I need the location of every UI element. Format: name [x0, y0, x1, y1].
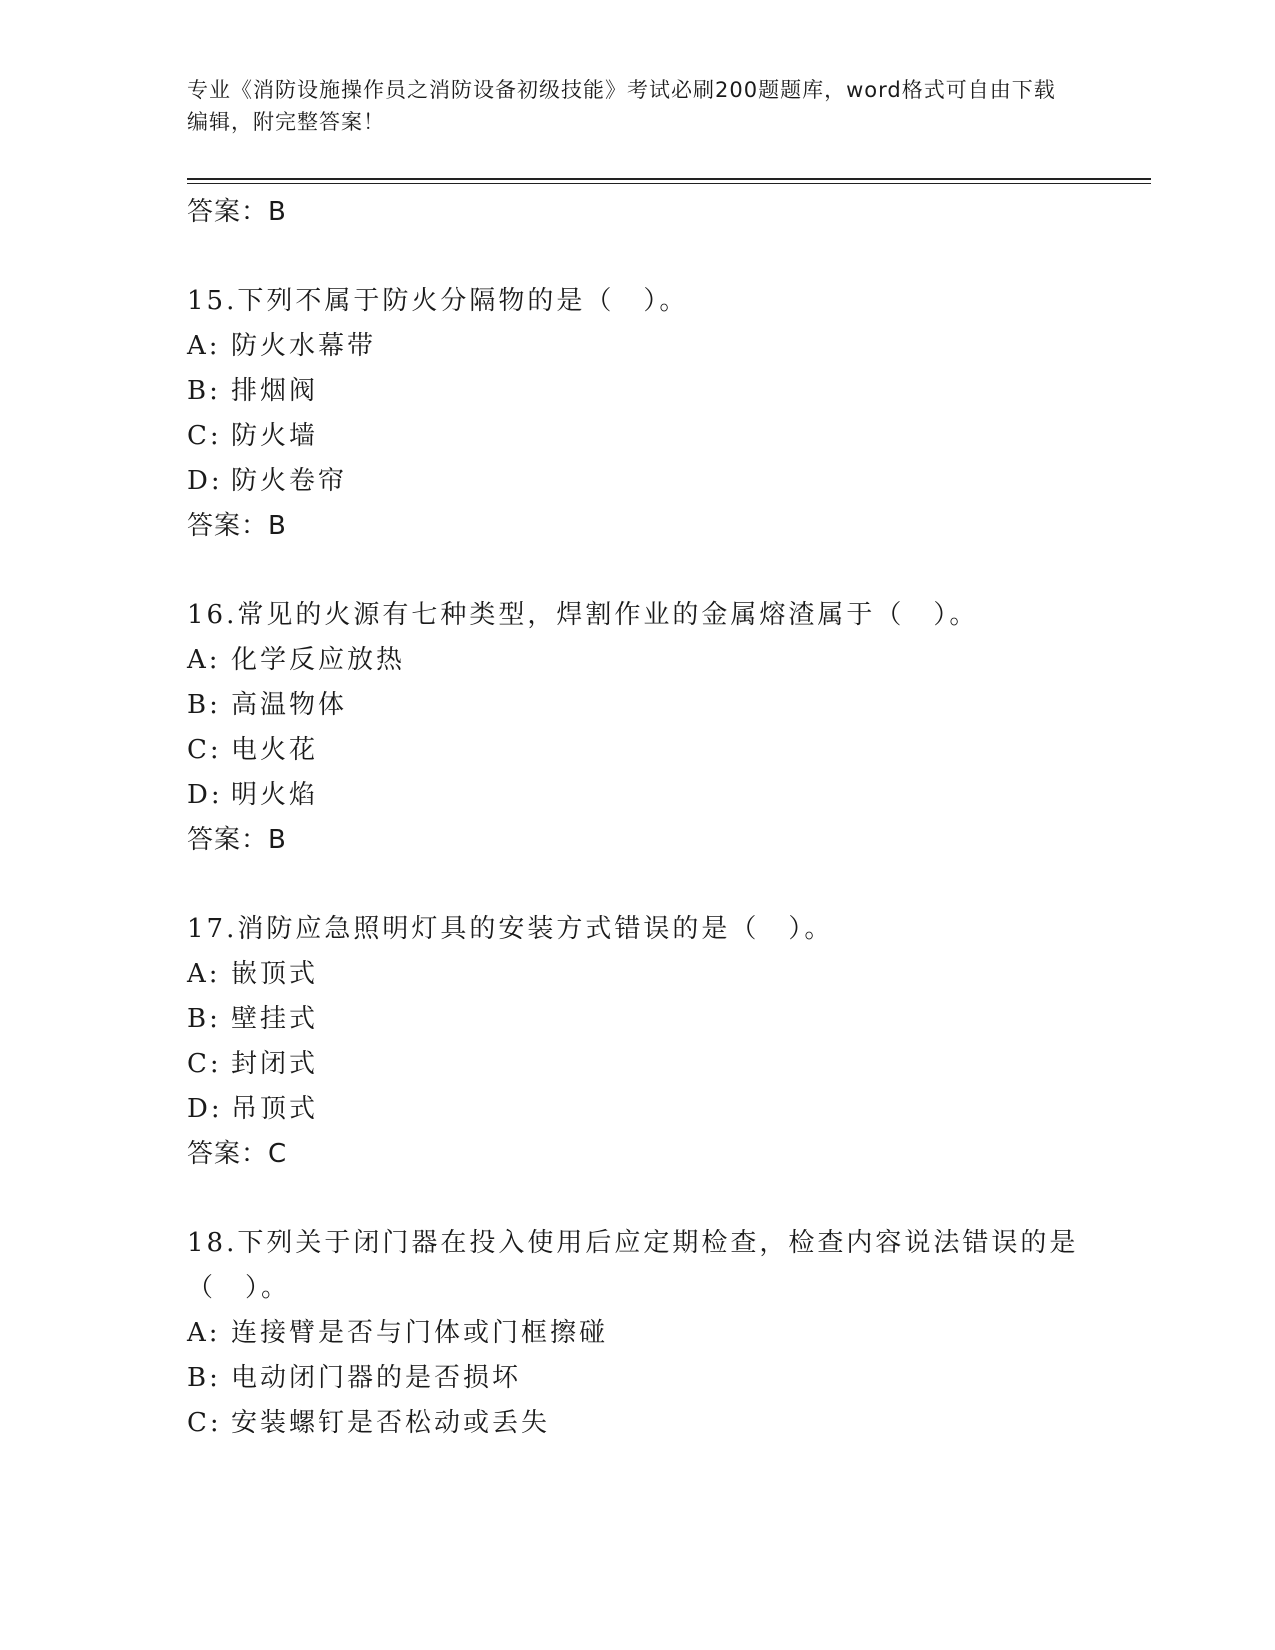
option-letter: A:: [187, 1318, 221, 1348]
option-c: [187, 728, 1087, 773]
option-text: 连接臂是否与门体或门框擦碰: [231, 1318, 609, 1348]
option-text: 嵌顶式: [231, 959, 319, 989]
question-17: [187, 907, 1087, 1177]
option-letter: B:: [187, 1363, 221, 1393]
option-a: [187, 952, 1087, 997]
header-divider-thin: [187, 183, 1151, 184]
option-text: 电火花: [231, 735, 319, 765]
option-text: 排烟阀: [231, 376, 319, 406]
question-stem: 16.常见的火源有七种类型，焊割作业的金属熔渣属于（ ）。: [187, 600, 979, 630]
option-a: [187, 324, 1087, 369]
option-c: [187, 1401, 1087, 1446]
question-16: [187, 593, 1087, 863]
option-d: [187, 773, 1087, 818]
option-letter: D:: [187, 780, 223, 810]
option-a: [187, 638, 1087, 683]
option-text: 明火焰: [231, 780, 319, 810]
question-list: [187, 190, 1087, 1446]
question-stem: 15.下列不属于防火分隔物的是（ ）。: [187, 286, 689, 316]
option-text: 防火卷帘: [231, 466, 348, 496]
option-letter: B:: [187, 376, 221, 406]
header-divider: [187, 178, 1151, 180]
option-letter: D:: [187, 1094, 223, 1124]
option-letter: C:: [187, 735, 222, 765]
question-15: [187, 279, 1087, 549]
option-letter: D:: [187, 466, 223, 496]
option-text: 化学反应放热: [231, 645, 406, 675]
question-stem: 17.消防应急照明灯具的安装方式错误的是（ ）。: [187, 914, 834, 944]
option-c: [187, 414, 1087, 459]
option-text: 封闭式: [231, 1049, 319, 1079]
option-text: 壁挂式: [231, 1004, 319, 1034]
answer-line: 答案：C: [187, 1139, 288, 1169]
option-letter: A:: [187, 959, 221, 989]
option-letter: C:: [187, 1408, 222, 1438]
option-d: [187, 1087, 1087, 1132]
question-stem: 18.下列关于闭门器在投入使用后应定期检查，检查内容说法错误的是（ ）。: [187, 1228, 1079, 1303]
answer-line: 答案：B: [187, 825, 287, 855]
option-b: [187, 369, 1087, 414]
answer-line: 答案：B: [187, 511, 287, 541]
option-text: 防火水幕带: [231, 331, 377, 361]
option-text: 电动闭门器的是否损坏: [231, 1363, 522, 1393]
option-letter: B:: [187, 1004, 221, 1034]
answer-line: 答案：B: [187, 197, 287, 227]
document-header: 专业《消防设施操作员之消防设备初级技能》考试必刷200题题库，word格式可自由下载编辑，附完整答案！: [187, 78, 1056, 134]
option-letter: C:: [187, 1049, 222, 1079]
option-text: 安装螺钉是否松动或丢失: [231, 1408, 551, 1438]
option-a: [187, 1311, 1087, 1356]
option-b: [187, 1356, 1087, 1401]
option-text: 高温物体: [231, 690, 348, 720]
option-d: [187, 459, 1087, 504]
question-18: [187, 1221, 1087, 1446]
option-text: 防火墙: [231, 421, 319, 451]
option-letter: B:: [187, 690, 221, 720]
option-c: [187, 1042, 1087, 1087]
option-letter: A:: [187, 331, 221, 361]
option-letter: C:: [187, 421, 222, 451]
option-b: [187, 683, 1087, 728]
option-letter: A:: [187, 645, 221, 675]
option-text: 吊顶式: [231, 1094, 319, 1124]
option-b: [187, 997, 1087, 1042]
